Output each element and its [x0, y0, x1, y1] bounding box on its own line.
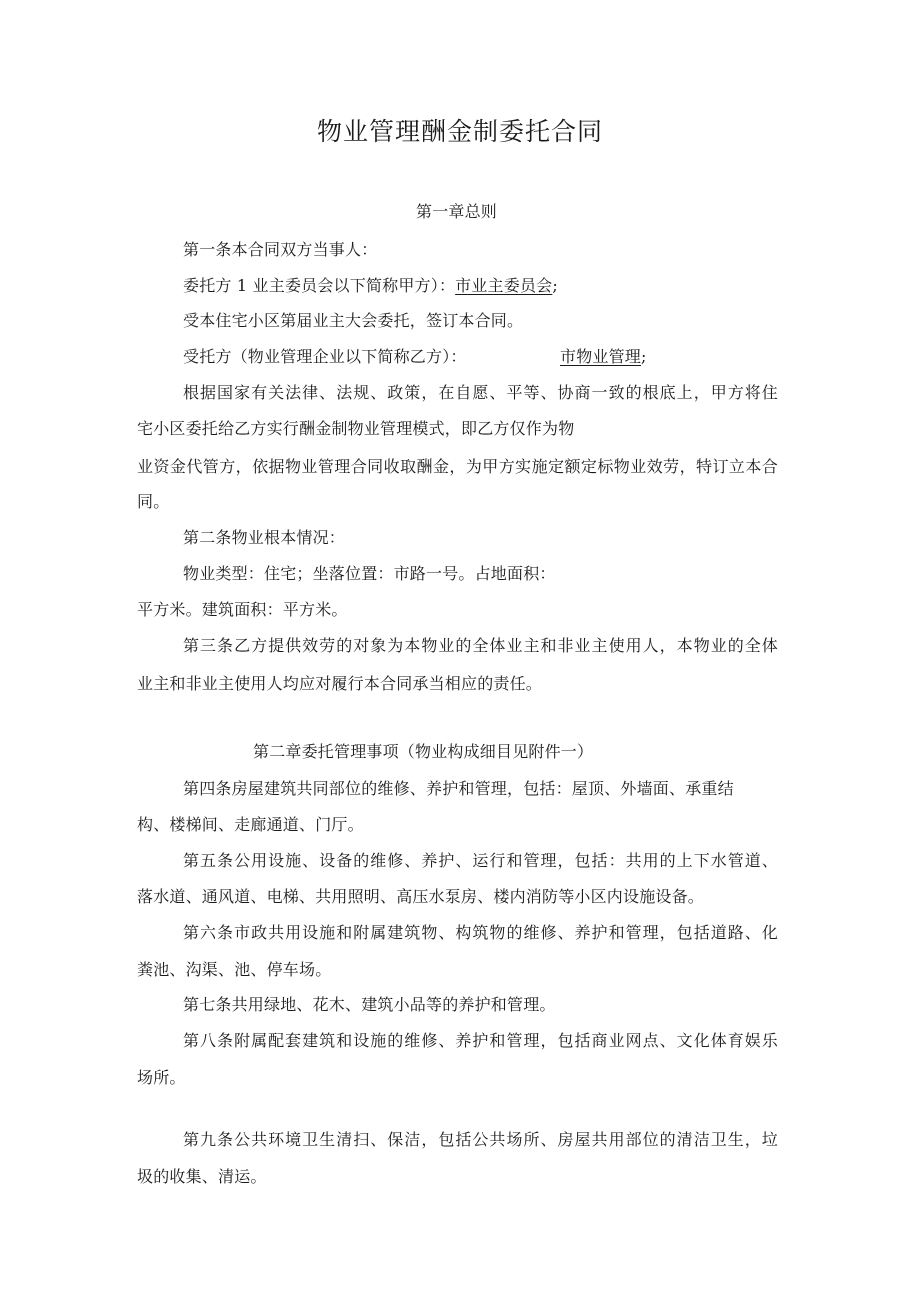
article-4-line-1: 第四条房屋建筑共同部位的维修、养护和管理，包括：屋顶、外墙面、承重结	[183, 779, 734, 798]
article-1: 第一条本合同双方当事人：	[183, 240, 378, 259]
basis-line-2: 宅小区委托给乙方实行酬金制物业管理模式，即乙方仅作为物	[137, 419, 575, 438]
basis-line-1: 根据国家有关法律、法规、政策，在自愿、平等、协商一致的根底上，甲方将住	[183, 383, 778, 402]
article-8-line-1: 第八条附属配套建筑和设施的维修、养护和管理，包括商业网点、文化体育娱乐	[183, 1031, 778, 1050]
article-8-line-2: 场所。	[137, 1068, 186, 1087]
article-5-line-2: 落水道、通风道、电梯、共用照明、高压水泵房、楼内消防等小区内设施设备。	[137, 887, 705, 906]
entrusted-line: 受本住宅小区第届业主大会委托，签订本合同。	[183, 311, 524, 330]
party-b-suffix: ;	[641, 347, 647, 366]
article-5-line-1: 第五条公用设施、设备的维修、养护、运行和管理，包括：共用的上下水管道、	[183, 851, 778, 870]
article-6-line-1: 第六条市政共用设施和附属建筑物、构筑物的维修、养护和管理，包括道路、化	[183, 923, 778, 942]
party-a-suffix: ;	[552, 276, 558, 295]
article-7: 第七条共用绿地、花木、建筑小品等的养护和管理。	[183, 995, 556, 1014]
party-a-line	[183, 276, 558, 296]
article-9-line-2: 圾的收集、清运。	[137, 1167, 267, 1186]
basis-line-4: 同。	[137, 492, 170, 511]
chapter-1-heading: 第一章总则	[416, 202, 498, 221]
article-6-line-2: 粪池、沟渠、池、停车场。	[137, 960, 332, 979]
article-4-line-2: 构、楼梯间、走廊通道、门厅。	[137, 815, 364, 834]
party-b-name: 市物业管理	[560, 347, 642, 366]
article-2-line-1: 物业类型：住宅；坐落位置：市路一号。占地面积：	[183, 564, 556, 583]
basis-line-3: 业资金代管方，依据物业管理合同收取酬金，为甲方实施定额定标物业效劳，特订立本合	[137, 457, 778, 476]
party-b-line	[183, 347, 467, 367]
party-b-prefix: 受托方（物业管理企业以下简称乙方）：	[183, 347, 467, 366]
party-b-name-line	[560, 347, 647, 367]
article-3-line-2: 业主和非业主使用人均应对履行本合同承当相应的责任。	[137, 674, 543, 693]
article-9-line-1: 第九条公共环境卫生清扫、保洁，包括公共场所、房屋共用部位的清洁卫生，垃	[183, 1130, 778, 1149]
party-a-name: 市业主委员会	[455, 276, 553, 295]
article-2: 第二条物业根本情况：	[183, 528, 346, 547]
document-title: 物业管理酬金制委托合同	[316, 117, 603, 146]
article-3-line-1: 第三条乙方提供效劳的对象为本物业的全体业主和非业主使用人，本物业的全体	[183, 636, 778, 655]
chapter-2-heading: 第二章委托管理事项（物业构成细目见附件一）	[253, 742, 594, 761]
party-a-prefix: 委托方 1 业主委员会以下简称甲方）：	[183, 276, 456, 295]
article-2-line-2: 平方米。建筑面积：平方米。	[137, 600, 348, 619]
